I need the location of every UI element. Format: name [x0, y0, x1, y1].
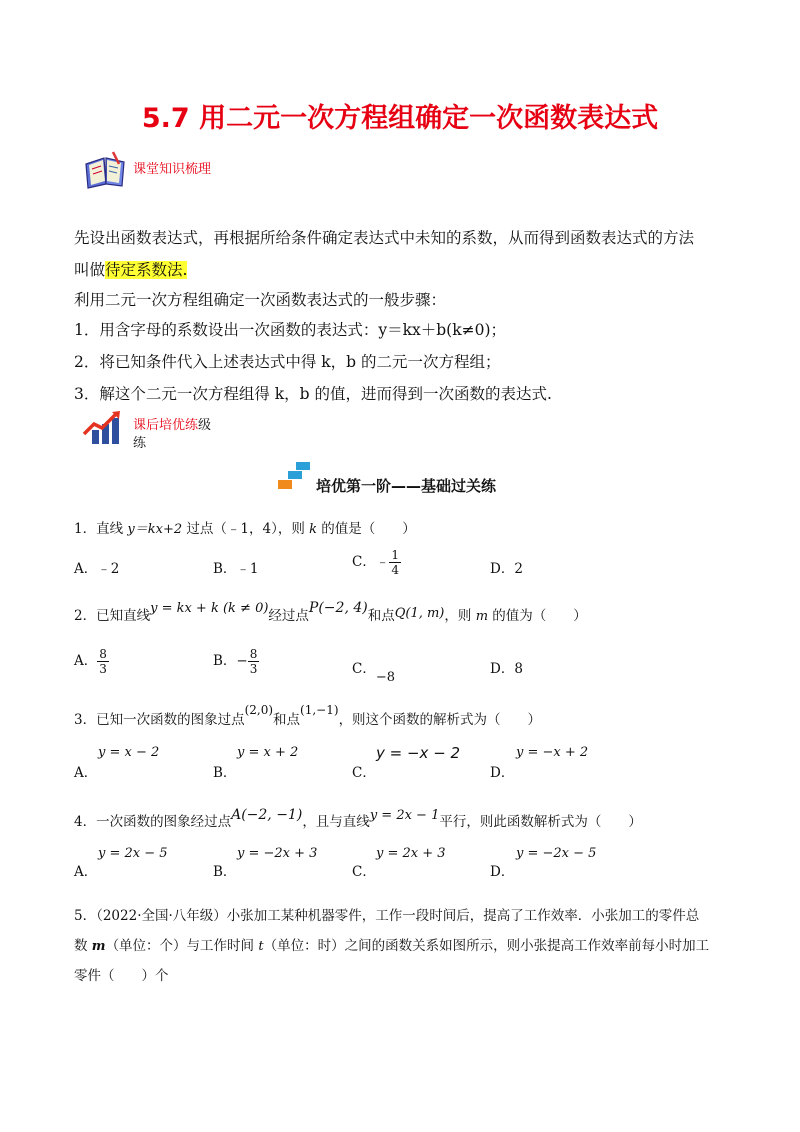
q2-text-c: 和点 — [367, 608, 395, 624]
q2-option-a-fraction — [97, 647, 109, 676]
q1-text-c: 的值是（ ） — [317, 521, 416, 537]
q3-option-d-label: D． — [490, 765, 515, 781]
q5-text-a: 数 — [74, 938, 92, 954]
q4-option-d-equation: y = −2x − 5 — [516, 846, 597, 861]
q2-text-d: ，则 — [444, 608, 476, 624]
q2-equation: y = kx + k (k ≠ 0) — [150, 601, 269, 616]
section-label-practice-2: 练 — [133, 436, 147, 451]
q3-text-a: 3．已知一次函数的图象过点 — [74, 712, 245, 728]
q2-text-e: 的值为（ ） — [488, 608, 587, 624]
q4-point-a: A(−2, −1) — [231, 807, 303, 823]
intro-line-2-pre: 叫做 — [74, 261, 106, 279]
step-2: 2．将已知条件代入上述表达式中得 k，b 的二元一次方程组； — [74, 353, 501, 371]
question-4 — [74, 807, 642, 830]
q4-option-b-label: B． — [213, 864, 237, 880]
q4-option-a-label: A． — [74, 864, 98, 880]
highlight-term — [105, 261, 187, 279]
question-2 — [74, 600, 587, 624]
q4-option-c-equation: y = 2x + 3 — [376, 846, 446, 861]
question-5-line-1: 5．（2022·全国·八年级）小张加工某种机器零件，工作一段时间后，提高了工作效率．小张加工的零件总 — [74, 908, 700, 924]
q1-option-b: B．﹣1 — [213, 561, 259, 577]
steps-intro: 利用二元一次方程组确定一次函数表达式的一般步骤： — [74, 291, 447, 309]
intro-line-1: 先设出函数表达式，再根据所给条件确定表达式中未知的系数，从而得到函数表达式的方法 — [74, 229, 695, 247]
q3-option-c-label: C． — [352, 765, 376, 781]
question-3 — [74, 703, 542, 728]
page-title: 5.7 用二元一次方程组确定一次函数表达式 — [141, 103, 659, 134]
frac-numerator: 1 — [391, 548, 399, 562]
q3-option-a-label: A． — [74, 765, 98, 781]
q5-text-c: （单位：时）之间的函数关系如图所示，则小张提高工作效率前每小时加工 — [263, 938, 710, 954]
frac-denominator: 3 — [99, 662, 107, 676]
q1-option-c-pre: C．﹣ — [352, 554, 390, 570]
frac-numerator: 8 — [249, 647, 258, 661]
q5-variable-m: m — [91, 939, 106, 954]
q2-variable-m: m — [475, 609, 489, 624]
q3-option-c-equation: y = −x − 2 — [376, 744, 461, 762]
q3-point-2: (1,−1) — [300, 703, 339, 717]
q1-text-a: 1．直线 — [74, 521, 128, 537]
highlight-term-text: 待定系数法 — [105, 261, 183, 279]
step-3: 3．解这个二元一次方程组得 k，b 的值，进而得到一次函数的表达式. — [74, 385, 552, 403]
steps-icon — [278, 462, 312, 490]
frac-denominator: 3 — [249, 662, 258, 676]
question-5-line-3: 零件（ ）个 — [74, 968, 169, 984]
q1-text-b: 过点（﹣1，4），则 — [182, 521, 310, 537]
q5-text-b: （单位：个）与工作时间 — [105, 938, 259, 954]
q2-option-a-pre: A． — [74, 653, 98, 669]
q5-variable-t: t — [258, 939, 264, 954]
question-5-line-2 — [74, 934, 709, 954]
q4-option-d-label: D． — [490, 864, 515, 880]
q2-option-a — [74, 647, 109, 676]
q4-text-a: 4．一次函数的图象经过点 — [74, 814, 232, 830]
stage-heading: 培优第一阶——基础过关练 — [316, 477, 497, 495]
q3-text-b: 和点 — [273, 712, 301, 728]
q1-option-d: D．2 — [490, 561, 523, 577]
q2-option-b — [213, 647, 259, 676]
frac-denominator: 4 — [391, 563, 399, 577]
q2-option-c — [352, 657, 396, 685]
q2-point-p: P(−2, 4) — [308, 600, 368, 616]
book-icon — [84, 150, 128, 190]
question-1 — [74, 517, 416, 537]
q1-variable-k: k — [309, 522, 318, 537]
section-label-practice-black: 级 — [198, 418, 212, 433]
intro-line-2 — [74, 260, 187, 280]
q4-line-equation: y = 2x − 1 — [369, 808, 440, 823]
q2-option-b-pre: B．− — [213, 653, 248, 669]
q4-option-b-equation: y = −2x + 3 — [237, 846, 318, 861]
step-1: 1．用含字母的系数设出一次函数的表达式：y＝kx＋b(k≠0)； — [74, 321, 507, 339]
q2-point-q: Q(1, m) — [394, 606, 445, 621]
q4-text-c: 平行，则此函数解析式为（ ） — [439, 814, 642, 830]
q2-option-b-fraction — [248, 647, 260, 676]
q4-option-a-equation: y = 2x − 5 — [98, 846, 168, 861]
q2-option-d: D．8 — [490, 661, 523, 677]
section-label-practice-red: 课后培优练 — [133, 418, 199, 433]
q3-text-c: ，则这个函数的解析式为（ ） — [338, 712, 542, 728]
q2-text-a: 2．已知直线 — [74, 608, 151, 624]
q3-option-a-equation: y = x − 2 — [98, 745, 160, 760]
highlight-term-period: . — [182, 261, 188, 279]
q2-text-b: 经过点 — [268, 608, 309, 624]
q3-option-d-equation: y = −x + 2 — [516, 745, 589, 760]
q4-option-c-label: C． — [352, 864, 376, 880]
q2-option-c-pre: C． — [352, 661, 376, 677]
q3-option-b-equation: y = x + 2 — [237, 745, 299, 760]
q3-option-b-label: B． — [213, 765, 237, 781]
q1-equation: y＝kx+2 — [127, 522, 183, 537]
frac-numerator: 8 — [99, 647, 107, 661]
q1-option-a: A．﹣2 — [74, 561, 120, 577]
section-label-knowledge: 课堂知识梳理 — [133, 162, 212, 177]
q1-option-c — [352, 548, 401, 577]
q4-text-b: ，且与直线 — [302, 814, 370, 830]
bar-chart-arrow-icon — [82, 410, 124, 446]
q1-option-c-fraction — [389, 548, 401, 577]
section-label-practice — [133, 414, 211, 433]
q3-point-1: (2,0) — [244, 703, 274, 717]
q2-option-c-value: −8 — [375, 670, 396, 685]
